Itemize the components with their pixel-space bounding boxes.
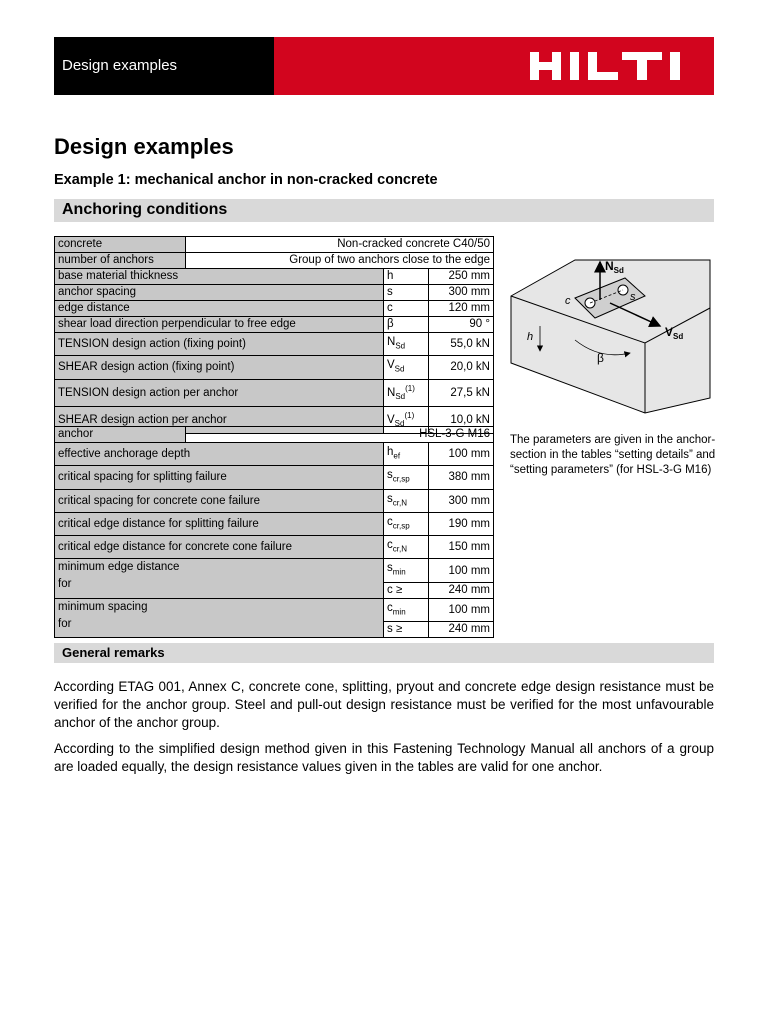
anchor-group-diagram [505,248,715,418]
anchors-value: Group of two anchors close to the edge [186,253,494,269]
min-spacing-text: minimum spacing [58,600,148,613]
table-row [55,379,494,406]
table-row [55,466,494,489]
section-title-anchoring: Anchoring conditions [62,201,228,218]
row-value: 20,0 kN [429,356,494,379]
symbol: c [387,302,393,314]
symbol: c [387,515,393,528]
row-label: SHEAR design action per anchor [55,406,384,433]
row-symbol [384,356,429,379]
table-row [55,443,494,466]
parameters-note: The parameters are given in the anchor-section in the tables “setting details” and “setting parameters” (for HSL-3-G M16) [510,434,716,476]
symbol-sub: min [392,607,406,617]
row-label: edge distance [55,301,384,317]
min-edge-for: for [58,578,72,591]
row-value: 190 mm [429,512,494,535]
symbol-sub: Sd [394,418,405,428]
table-row [55,559,494,582]
hilti-logo [530,52,700,80]
anchor-label: anchor [55,427,186,443]
table-row [55,237,494,253]
table-row [55,269,494,285]
row-symbol [384,512,429,535]
symbol-sub: Sd [395,341,406,351]
row-value: 380 mm [429,466,494,489]
section-title-remarks: General remarks [62,645,165,660]
symbol: V [387,413,395,426]
anchor-parameters-table [54,426,494,638]
table-row [55,301,494,317]
table-row [55,536,494,559]
beta-label: β [597,351,604,365]
page-header [54,37,714,95]
row-symbol [384,317,429,333]
row-symbol [384,301,429,317]
page-title: Design examples [54,134,234,159]
v-sd-label: $V_{Sd}$ [665,325,684,341]
row-label: critical spacing for concrete cone failure [55,489,384,512]
row-symbol [384,489,429,512]
symbol: h [387,446,394,458]
row-value: 300 mm [429,285,494,301]
min-edge-text: minimum edge distance [58,561,180,574]
min-spacing-label [55,598,384,637]
table-row [55,356,494,379]
row-value: 27,5 kN [429,379,494,406]
symbol-sub: Sd [395,391,406,401]
symbol-sub: min [392,567,406,577]
table-row [55,253,494,269]
symbol: N [387,386,396,399]
condition-value: 240 mm [429,582,494,598]
section-bar-anchoring [54,199,714,222]
symbol: β [387,318,394,330]
row-symbol [384,559,429,582]
header-title: Design examples [62,57,178,74]
symbol-sub: ef [393,451,401,461]
row-label: critical edge distance for splitting failure [55,512,384,535]
header-brand-block [274,37,714,95]
concrete-value: Non-cracked concrete C40/50 [186,237,494,253]
row-symbol [384,466,429,489]
symbol-sub: cr,sp [392,521,410,531]
remark-paragraph: According to the simplified design method given in this Fastening Technology Manual all anchors of a group are loaded equally, the design resistance values given in the tables are valid for one anchor. [54,741,714,774]
symbol: s [387,562,393,575]
row-label: critical edge distance for concrete cone failure [55,536,384,559]
symbol: c [387,539,393,552]
remark-paragraph: According ETAG 001, Annex C, concrete cone, splitting, pryout and concrete edge design resistance must be verified for the anchor group. Steel and pull-out design resistance must be verified for the most unfavourable anchor of the anchor group. [54,679,714,730]
row-symbol [384,379,429,406]
min-edge-label [55,559,384,598]
s-label: s [630,291,636,303]
row-value: 150 mm [429,536,494,559]
symbol-sup: (1) [404,410,415,420]
row-symbol [384,536,429,559]
row-symbol [384,598,429,621]
symbol: s [387,492,393,505]
anchor-value: HSL-3-G M16 [186,427,494,443]
table-row [55,427,494,443]
symbol-sub: cr,N [392,497,407,507]
row-value: 55,0 kN [429,333,494,356]
row-value: 250 mm [429,269,494,285]
table-row [55,512,494,535]
row-value: 90 ° [429,317,494,333]
anchors-label: number of anchors [55,253,186,269]
row-label: critical spacing for splitting failure [55,466,384,489]
table-row [55,285,494,301]
min-spacing-for: for [58,617,72,630]
row-symbol [384,333,429,356]
row-value: 10,0 kN [429,406,494,433]
symbol: c [387,601,393,614]
table-row [55,333,494,356]
symbol-sup: (1) [405,383,415,393]
row-label: TENSION design action (fixing point) [55,333,384,356]
row-value: 120 mm [429,301,494,317]
symbol: V [387,359,395,372]
row-symbol [384,285,429,301]
condition-symbol: c ≥ [384,582,429,598]
row-label: effective anchorage depth [55,443,384,466]
c-label: c [565,295,571,307]
symbol: h [387,270,394,282]
symbol: s [387,469,393,482]
symbol: s [387,286,393,298]
table-row [55,489,494,512]
row-value: 100 mm [429,559,494,582]
row-label: shear load direction perpendicular to free edge [55,317,384,333]
row-label: TENSION design action per anchor [55,379,384,406]
n-sd-label: $N_{Sd}$ [605,259,624,275]
table-row [55,598,494,621]
row-label: SHEAR design action (fixing point) [55,356,384,379]
example-title: Example 1: mechanical anchor in non-cracked concrete [54,172,438,188]
concrete-label: concrete [55,237,186,253]
symbol: N [387,336,396,348]
row-value: 100 mm [429,598,494,621]
symbol-sub: cr,N [392,544,407,554]
row-value: 100 mm [429,443,494,466]
symbol-sub: Sd [394,364,405,374]
row-label: anchor spacing [55,285,384,301]
header-title-block [54,37,274,95]
condition-symbol: s ≥ [384,622,429,638]
row-symbol [384,269,429,285]
section-bar-remarks [54,643,714,663]
symbol-sub: cr,sp [392,474,410,484]
h-label: h [527,331,534,343]
row-label: base material thickness [55,269,384,285]
row-symbol [384,443,429,466]
condition-value: 240 mm [429,622,494,638]
row-value: 300 mm [429,489,494,512]
anchoring-conditions-table [54,236,494,434]
table-row [55,317,494,333]
